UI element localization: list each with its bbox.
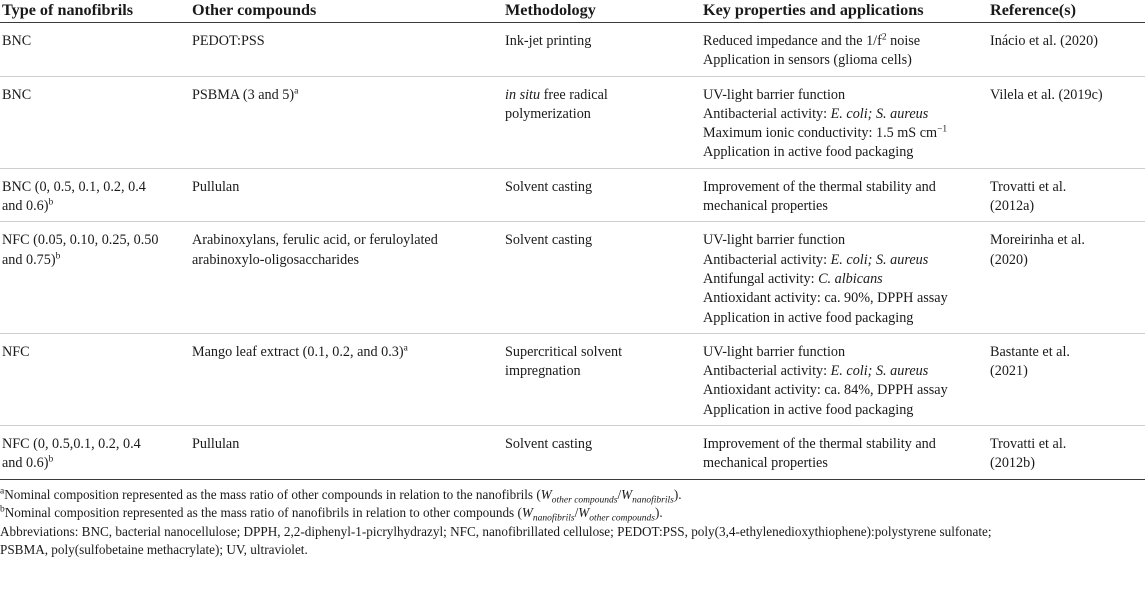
cell-properties: UV-light barrier function Antibacterial activity: E. coli; S. aureus Antioxidant activity: ca. 84%, DPPH assay Application in active food packaging	[701, 333, 988, 425]
cell-reference: Bastante et al. (2021)	[988, 333, 1145, 425]
cell-type: BNC	[0, 76, 190, 168]
table-footnotes	[0, 480, 1145, 560]
cell-compounds: Mango leaf extract (0.1, 0.2, and 0.3)$^a$	[190, 333, 503, 425]
cell-methodology: Solvent casting	[503, 426, 701, 480]
abbreviations-line-2: PSBMA, poly(sulfobetaine methacrylate); UV, ultraviolet.	[0, 542, 308, 558]
cell-reference: Trovatti et al. (2012b)	[988, 426, 1145, 480]
table-row	[0, 426, 1145, 480]
table-header-row	[0, 0, 1145, 23]
cell-reference: Inácio et al. (2020)	[988, 23, 1145, 77]
cell-methodology: Solvent casting	[503, 222, 701, 333]
cell-properties: UV-light barrier function Antibacterial activity: E. coli; S. aureus Maximum ionic conductivity: 1.5 mS $cm^{-1}$ Application in active food packaging	[701, 76, 988, 168]
cell-compounds: Pullulan	[190, 168, 503, 222]
cell-type: BNC (0, 0.5, 0.1, 0.2, 0.4 and 0.6)$^b$	[0, 168, 190, 222]
cell-reference: Moreirinha et al. (2020)	[988, 222, 1145, 333]
footnote-b: $^b$Nominal composition represented as the mass ratio of nanofibrils in relation to other compounds $(W_{nanofibrils}/W_{other compounds})$.	[0, 504, 663, 524]
header-reference: Reference(s)	[988, 0, 1145, 23]
header-methodology: Methodology	[503, 0, 701, 23]
header-properties: Key properties and applications	[701, 0, 988, 23]
cell-type: NFC	[0, 333, 190, 425]
cell-type: NFC (0, 0.5,0.1, 0.2, 0.4 and 0.6)$^b$	[0, 426, 190, 480]
cell-properties: UV-light barrier function Antibacterial activity: E. coli; S. aureus Antifungal activity: C. albicans Antioxidant activity: ca. 90%, DPPH assay Application in active food packaging	[701, 222, 988, 333]
abbreviations-line-1: Abbreviations: BNC, bacterial nanocellulose; DPPH, 2,2-diphenyl-1-picrylhydrazyl; NFC, nanofibrillated cellulose; PEDOT:PSS, poly(3,4-ethylenedioxythiophene):polystyrene sulfonate;	[0, 523, 992, 539]
cell-type: NFC (0.05, 0.10, 0.25, 0.50 and 0.75)$^b$	[0, 222, 190, 333]
table-row	[0, 333, 1145, 425]
header-type: Type of nanofibrils	[0, 0, 190, 23]
table-row	[0, 168, 1145, 222]
cell-reference: Trovatti et al. (2012a)	[988, 168, 1145, 222]
cell-compounds: PEDOT:PSS	[190, 23, 503, 77]
cell-properties: Improvement of the thermal stability and mechanical properties	[701, 426, 988, 480]
table-row	[0, 76, 1145, 168]
table-row	[0, 222, 1145, 333]
cell-type: BNC	[0, 23, 190, 77]
cell-properties: Improvement of the thermal stability and mechanical properties	[701, 168, 988, 222]
header-compounds: Other compounds	[190, 0, 503, 23]
cell-compounds: Pullulan	[190, 426, 503, 480]
cell-compounds: Arabinoxylans, ferulic acid, or feruloylated arabinoxylo-oligosaccharides	[190, 222, 503, 333]
table-row	[0, 23, 1145, 77]
cell-methodology: Supercritical solvent impregnation	[503, 333, 701, 425]
cell-methodology: Solvent casting	[503, 168, 701, 222]
cell-methodology: Ink-jet printing	[503, 23, 701, 77]
cell-compounds: PSBMA (3 and 5)$^a$	[190, 76, 503, 168]
cell-reference: Vilela et al. (2019c)	[988, 76, 1145, 168]
cell-methodology: in situ free radical polymerization	[503, 76, 701, 168]
cell-properties: Reduced impedance and the $1/f^2$ noise Application in sensors (glioma cells)	[701, 23, 988, 77]
footnote-a: $^a$Nominal composition represented as the mass ratio of other compounds in relation to the nanofibrils $(W_{other compounds}/W_{nanofibrils})$.	[0, 486, 682, 506]
